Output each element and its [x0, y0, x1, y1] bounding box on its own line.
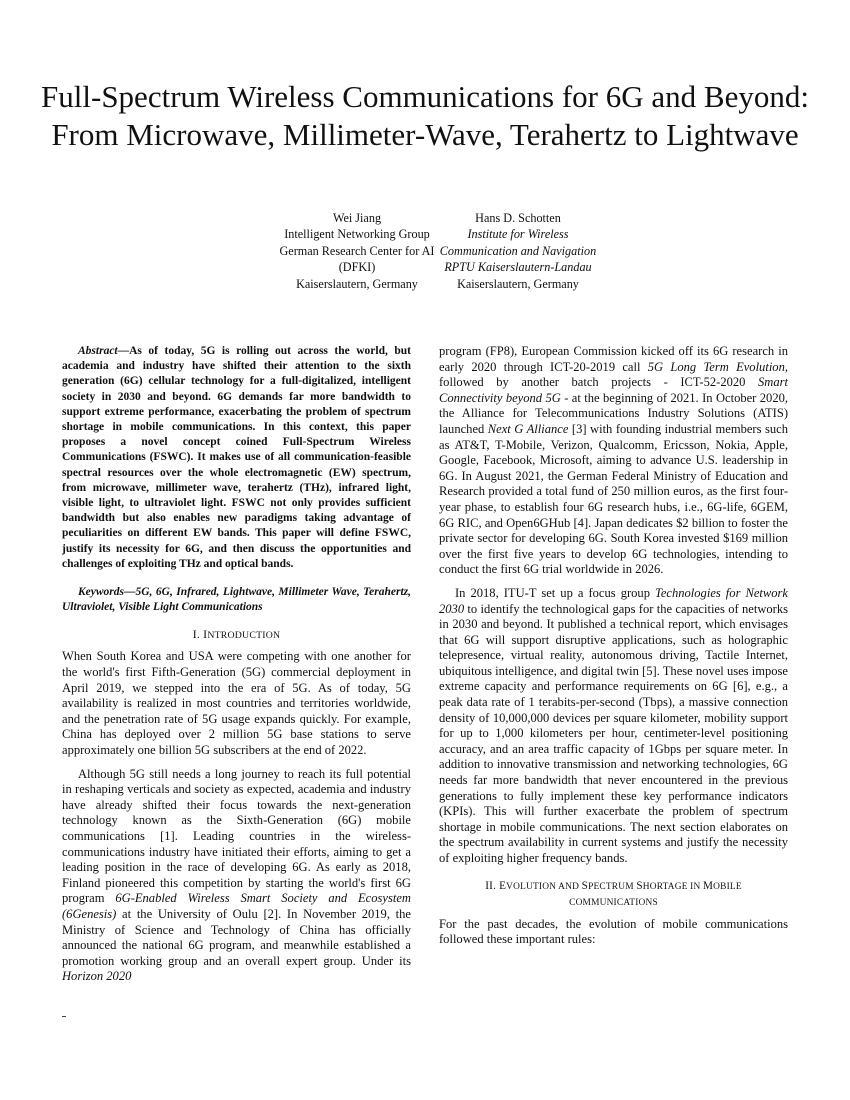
paragraph	[439, 586, 788, 867]
author-name: Hans D. Schotten	[475, 211, 561, 225]
heading-run: S	[581, 879, 589, 892]
heading-run: M	[703, 879, 714, 892]
text-run: Although 5G still needs a long journey to reach its full potential in reshaping verticals and society as expected, academia and industry have already shifted their focus towards the next-generation technology known as the Sixth-Generation (6G) mobile communications [1]. Leading countries in the wireless-communications industry have initiated their efforts, aiming to get a leading position in the race of developing 6G. As early as 2018, Finland pioneered this competition by starting the world's first 6G program	[62, 766, 411, 906]
paragraph	[62, 767, 411, 985]
keywords: Keywords—5G, 6G, Infrared, Lightwave, Millimeter Wave, Terahertz, Ultraviolet, Visible Light Communications	[62, 586, 411, 614]
text-run: program (FP8), European Commission kicked off its 6G research in early 2020 through ICT-20-2019 call	[439, 344, 788, 374]
section-number: I.	[192, 627, 201, 642]
author-affiliation: German Research Center for AI	[279, 243, 435, 258]
heading-run: E	[499, 879, 507, 892]
right-column	[439, 344, 788, 948]
section-heading-evolution	[439, 879, 788, 911]
author-affiliation: (DFKI)	[338, 260, 376, 275]
text-run-italic: Horizon 2020	[62, 969, 132, 984]
text-run: to identify the technological gaps for the capacities of networks in 2030 and beyond. It published a technical report, which envisages that 6G will support disruptive applications, such as holographic telepresence, virtual reality, autonomous driving, Tactile Internet, ubiquitous intelligence, and digital twin [5]. These novel uses impose extreme capacity and performance requirements on 6G [6], e.g., a peak data rate of 1 terabits-per-second (Tbps), a massive connection density of 10,000,000 devices per square kilometer, mobility support for up to 1,000 kilometers per hour, centimeter-level positioning accuracy, and an area traffic capacity of 1Gbps per square meter. In addition to innovative transmission and networking technologies, 6G needs far more bandwidth that never encountered in the previous generations to fully implement these key performance indicators (KPIs). This will further exacerbate the problem of spectrum shortage in mobile communications. The next section elaborates on the spectrum availability in current systems and justify the necessity of exploiting higher frequency bands.	[439, 601, 788, 865]
section-title-initial: I	[203, 627, 208, 642]
text-run: In 2018, ITU-T set up a focus group	[455, 585, 656, 600]
author-affiliation: Communication and Navigation	[439, 243, 597, 258]
author-affiliation: Intelligent Networking Group	[284, 227, 430, 242]
text-run-italic: 5G Long Term Evolution,	[647, 359, 788, 374]
abstract-label: Abstract	[78, 345, 118, 357]
heading-run: OBILE	[713, 881, 742, 892]
heading-run: HORTAGE IN	[642, 881, 704, 892]
heading-run: VOLUTION AND	[506, 881, 582, 892]
text-run-italic: 6G-Enabled Wireless Smart Society and Ecosystem (6Genesis)	[62, 891, 411, 921]
paragraph: When South Korea and USA were competing with one another for the world's first Fifth-Generation (5G) commercial deployment in April 2019, we stepped into the era of 5G. As of today, 5G availability is realized in most countries and territories worldwide, and the penetration rate of 5G usage expands quickly. For example, China has deployed over 2 million 5G base stations to serve approximately one billion 5G subscribers at the end of 2022.	[62, 649, 411, 758]
section-title-rest: NTRODUCTION	[207, 630, 281, 642]
author-block-2	[413, 210, 623, 292]
paragraph: For the past decades, the evolution of mobile communications followed these important rules:	[439, 916, 788, 947]
text-run: followed by another batch projects - ICT-52-2020	[439, 375, 759, 390]
text-run: at the University of Oulu [2]. In November 2019, the Ministry of Science and Technology of China has officially announced the national 6G program, and meanwhile established a promotion working group and an overall expert group. Under its	[62, 906, 411, 968]
text-run-italic: Smart Connectivity beyond 5G	[439, 375, 788, 405]
author-affiliation: Institute for Wireless	[467, 227, 569, 242]
author-location: Kaiserslautern, Germany	[296, 276, 418, 291]
author-location: Kaiserslautern, Germany	[457, 276, 579, 291]
text-run-italic: Technologies for Network 2030	[439, 585, 789, 616]
paper-title: Full-Spectrum Wireless Communications for 6G and Beyond: From Microwave, Millimeter-Wave, Terahertz to Lightwave	[41, 79, 809, 152]
paragraph	[439, 344, 788, 578]
abstract	[62, 344, 411, 572]
heading-run: PECTRUM	[588, 881, 637, 892]
text-run: - at the beginning of 2021. In October 2020, the Alliance for Telecommunications Industry Solutions (ATIS) launched	[439, 390, 788, 436]
heading-run: COMMUNICATIONS	[569, 897, 658, 908]
abstract-text: —As of today, 5G is rolling out across the world, but academia and industry have shifted their attention to the sixth generation (6G) cellular technology for a full-digitalized, intelligent society in 2030 and beyond. 6G demands far more bandwidth to support extreme performance, exacerbating the problem of spectrum shortage in mobile communications. In this context, this paper proposes a novel concept coined Full-Spectrum Wireless Communications (FSWC). It makes use of all communication-feasible spectral resources over the whole electromagnetic (EW) spectrum, from microwave, millimeter wave, terahertz (THz), infrared light, visible light, to ultraviolet light. FSWC not only provides sufficient bandwidth but also enables new paradigms taking advantage of peculiarities on different EW bands. This paper will define FSWC, justify its necessity for 6G, and then discuss the opportunities and challenges of exploiting THz and optical bands.	[62, 345, 411, 570]
text-run-italic: Next G Alliance	[487, 421, 569, 436]
page-mark	[62, 1016, 66, 1017]
text-run: [3] with founding industrial members such as AT&T, T-Mobile, Verizon, Qualcomm, Ericsson, Nokia, Apple, Google, Facebook, Microsoft, aiming to advance U.S. leadership in 6G. In August 2021, the German Federal Ministry of Education and Research provided a total fund of 250 million euros, as the first four-year phase, to establish four 6G research hubs, i.e., 6G-life, 6GEM, 6G RIC, and Open6GHub [4]. Japan dedicates $2 billion to foster the private sector for developing 6G. South Korea invested $169 million over the first five years to develop 6G technologies, intending to conduct the first 6G trial worldwide in 2026.	[439, 421, 788, 577]
left-column	[62, 344, 411, 985]
author-affiliation: RPTU Kaiserslautern-Landau	[444, 260, 592, 275]
heading-run: S	[636, 879, 643, 892]
section-number: II.	[485, 879, 497, 892]
author-name: Wei Jiang	[332, 211, 382, 225]
section-heading-introduction	[62, 627, 411, 643]
